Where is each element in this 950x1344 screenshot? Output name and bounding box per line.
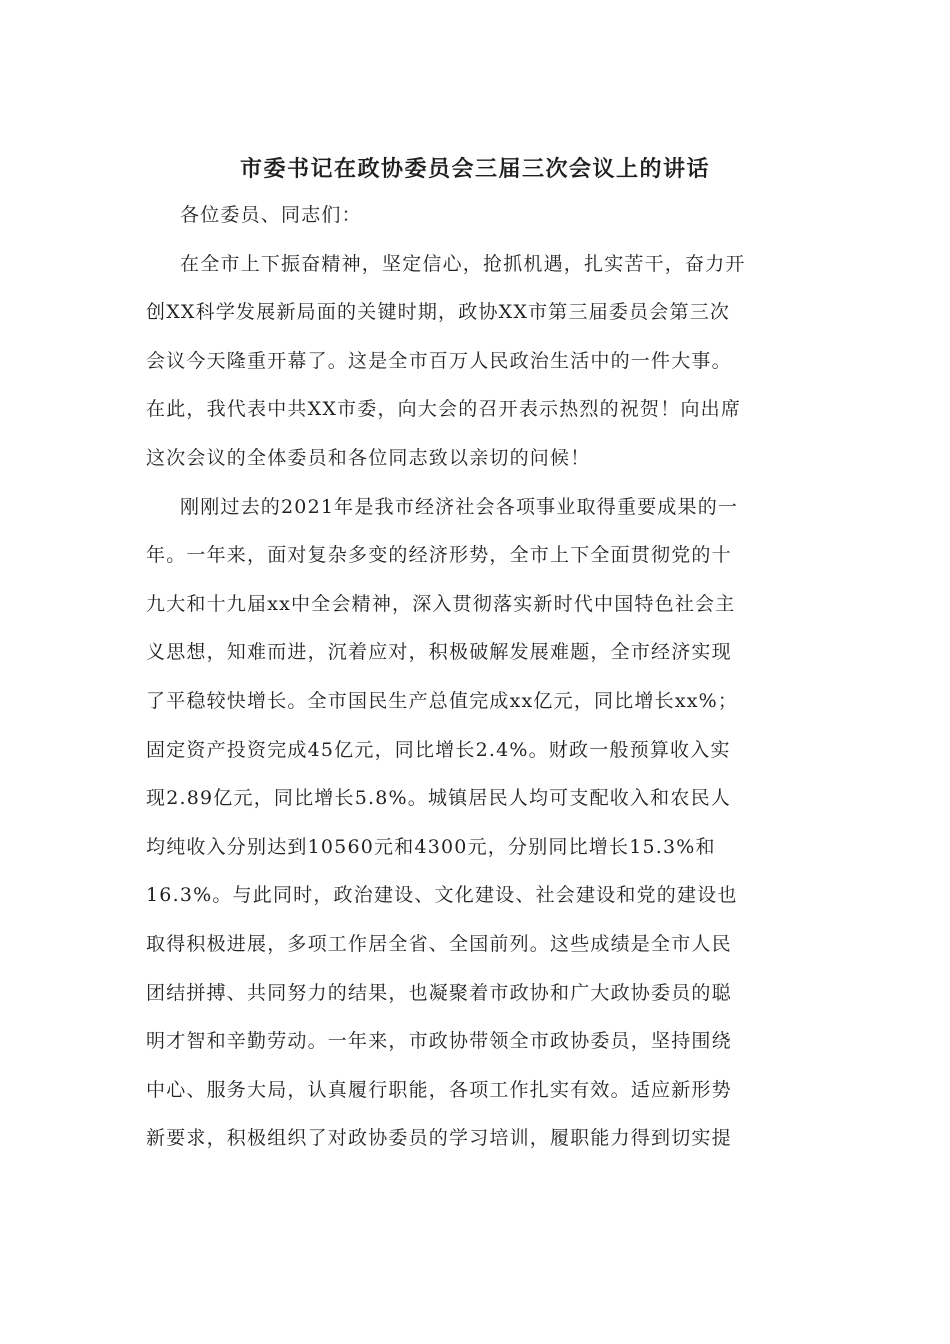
paragraph-2-line: 明才智和辛勤劳动。一年来，市政协带领全市政协委员，坚持围绕 xyxy=(146,1030,732,1053)
paragraph-2-line: 现2.89亿元，同比增长5.8%。城镇居民人均可支配收入和农民人 xyxy=(146,787,731,810)
paragraph-2-line: 取得积极进展，多项工作居全省、全国前列。这些成绩是全市人民 xyxy=(146,932,732,955)
paragraph-2-line: 均纯收入分别达到10560元和4300元，分别同比增长15.3%和 xyxy=(146,835,716,858)
salutation: 各位委员、同志们： xyxy=(180,204,362,226)
paragraph-2-line: 九大和十九届xx中全会精神，深入贯彻落实新时代中国特色社会主 xyxy=(146,592,736,615)
paragraph-1-line: 在此，我代表中共XX市委，向大会的召开表示热烈的祝贺！向出席 xyxy=(146,398,742,421)
paragraph-1-line: 创XX科学发展新局面的关键时期，政协XX市第三届委员会第三次 xyxy=(146,301,731,324)
paragraph-2-line: 团结拼搏、共同努力的结果，也凝聚着市政协和广大政协委员的聪 xyxy=(146,981,732,1004)
paragraph-2-line: 16.3%。与此同时，政治建设、文化建设、社会建设和党的建设也 xyxy=(146,884,738,907)
paragraph-2-line: 了平稳较快增长。全市国民生产总值完成xx亿元，同比增长xx%； xyxy=(146,689,739,712)
paragraph-1-line: 在全市上下振奋精神，坚定信心，抢抓机遇，扎实苦干，奋力开 xyxy=(180,252,746,275)
paragraph-2-line: 年。一年来，面对复杂多变的经济形势，全市上下全面贯彻党的十 xyxy=(146,544,732,567)
paragraph-2-line: 固定资产投资完成45亿元，同比增长2.4%。财政一般预算收入实 xyxy=(146,738,731,761)
document-title: 市委书记在政协委员会三届三次会议上的讲话 xyxy=(239,156,710,182)
paragraph-2-line: 义思想，知难而进，沉着应对，积极破解发展难题，全市经济实现 xyxy=(146,641,732,664)
document-body xyxy=(146,191,806,1163)
paragraph-2-line: 中心、服务大局，认真履行职能，各项工作扎实有效。适应新形势 xyxy=(146,1078,732,1101)
paragraph-1-line: 这次会议的全体委员和各位同志致以亲切的问候！ xyxy=(146,446,591,469)
paragraph-2-line: 刚刚过去的2021年是我市经济社会各项事业取得重要成果的一 xyxy=(180,495,739,518)
paragraph-2-line: 新要求，积极组织了对政协委员的学习培训，履职能力得到切实提 xyxy=(146,1127,732,1150)
paragraph-1-line: 会议今天隆重开幕了。这是全市百万人民政治生活中的一件大事。 xyxy=(146,349,732,372)
